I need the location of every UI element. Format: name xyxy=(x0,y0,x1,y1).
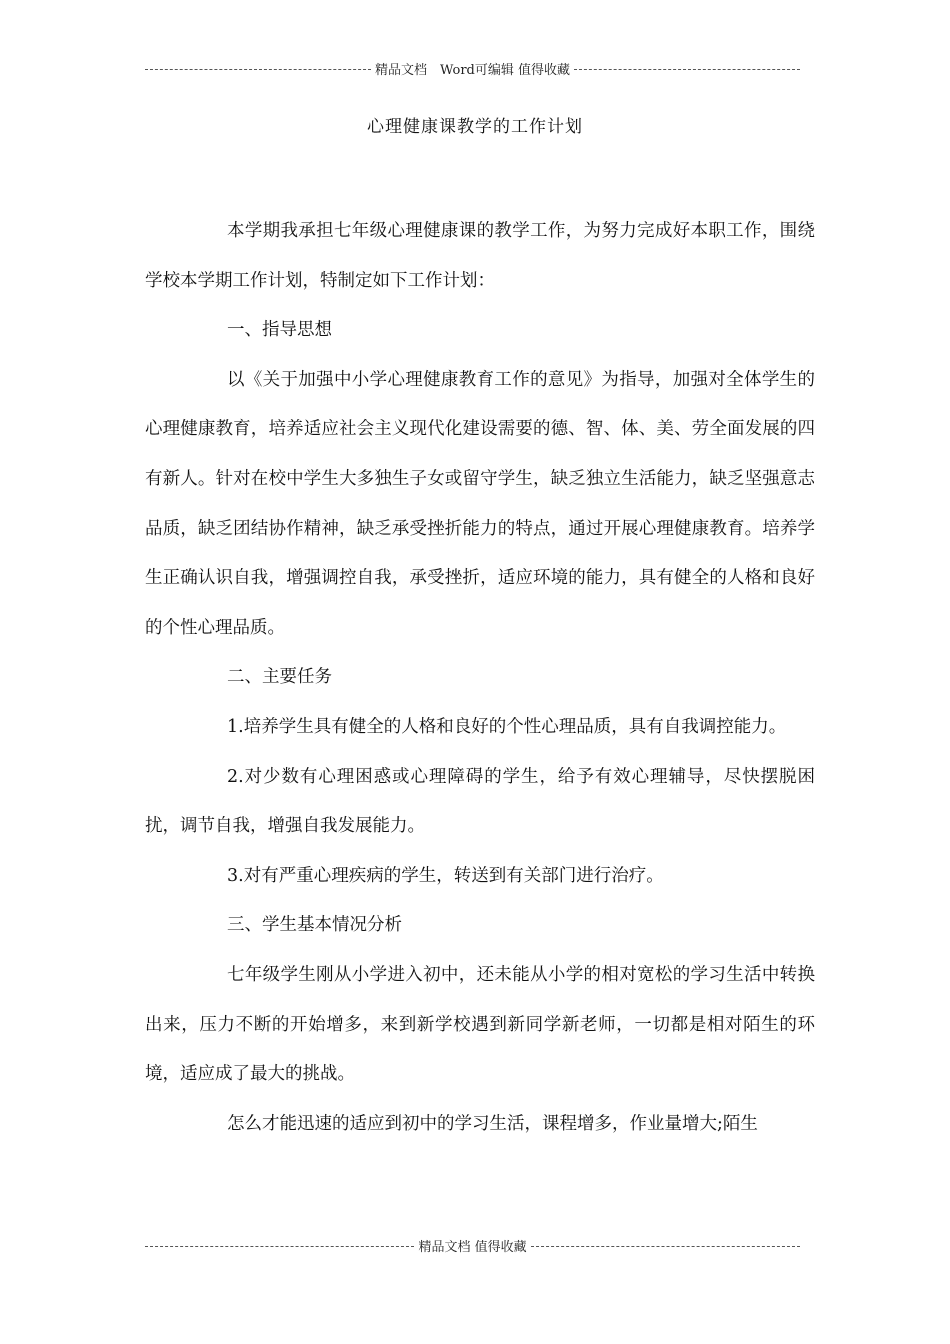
task-item-1: 1.培养学生具有健全的人格和良好的个性心理品质，具有自我调控能力。 xyxy=(227,716,787,737)
header-text: 精品文档 Word可编辑 值得收藏 xyxy=(375,63,570,78)
footer-text: 精品文档 值得收藏 xyxy=(418,1240,527,1255)
document-body xyxy=(145,207,815,1149)
page-footer xyxy=(145,1236,800,1255)
header-dash-right xyxy=(574,69,800,70)
header-dash-left xyxy=(145,69,371,70)
task-item-2: 2.对少数有心理困惑或心理障碍的学生，给予有效心理辅导，尽快摆脱困扰，调节自我，增强自我发展能力。 xyxy=(145,766,815,837)
paragraph-adaptation: 怎么才能迅速的适应到初中的学习生活，课程增多，作业量增大;陌生 xyxy=(227,1113,758,1134)
paragraph-guiding-ideology: 以《关于加强中小学心理健康教育工作的意见》为指导，加强对全体学生的心理健康教育，培养适应社会主义现代化建设需要的德、智、体、美、劳全面发展的四有新人。针对在校中学生大多独生子女或留守学生，缺乏独立生活能力，缺乏坚强意志品质，缺乏团结协作精神，缺乏承受挫折能力的特点，通过开展心理健康教育。培养学生正确认识自我，增强调控自我，承受挫折，适应环境的能力，具有健全的人格和良好的个性心理品质。 xyxy=(145,369,815,638)
page-header xyxy=(145,59,800,78)
paragraph-student-analysis: 七年级学生刚从小学进入初中，还未能从小学的相对宽松的学习生活中转换出来，压力不断的开始增多，来到新学校遇到新同学新老师，一切都是相对陌生的环境，适应成了最大的挑战。 xyxy=(145,964,815,1085)
section-heading-student-analysis: 三、学生基本情况分析 xyxy=(227,915,402,936)
section-heading-guiding-ideology: 一、指导思想 xyxy=(227,320,332,341)
footer-dash-left xyxy=(145,1246,414,1247)
section-heading-main-tasks: 二、主要任务 xyxy=(227,667,332,688)
paragraph-intro: 本学期我承担七年级心理健康课的教学工作，为努力完成好本职工作，围绕学校本学期工作计划，特制定如下工作计划： xyxy=(145,221,815,291)
footer-dash-right xyxy=(531,1246,800,1247)
task-item-3: 3.对有严重心理疾病的学生，转送到有关部门进行治疗。 xyxy=(227,865,664,886)
document-title: 心理健康课教学的工作计划 xyxy=(367,117,583,137)
